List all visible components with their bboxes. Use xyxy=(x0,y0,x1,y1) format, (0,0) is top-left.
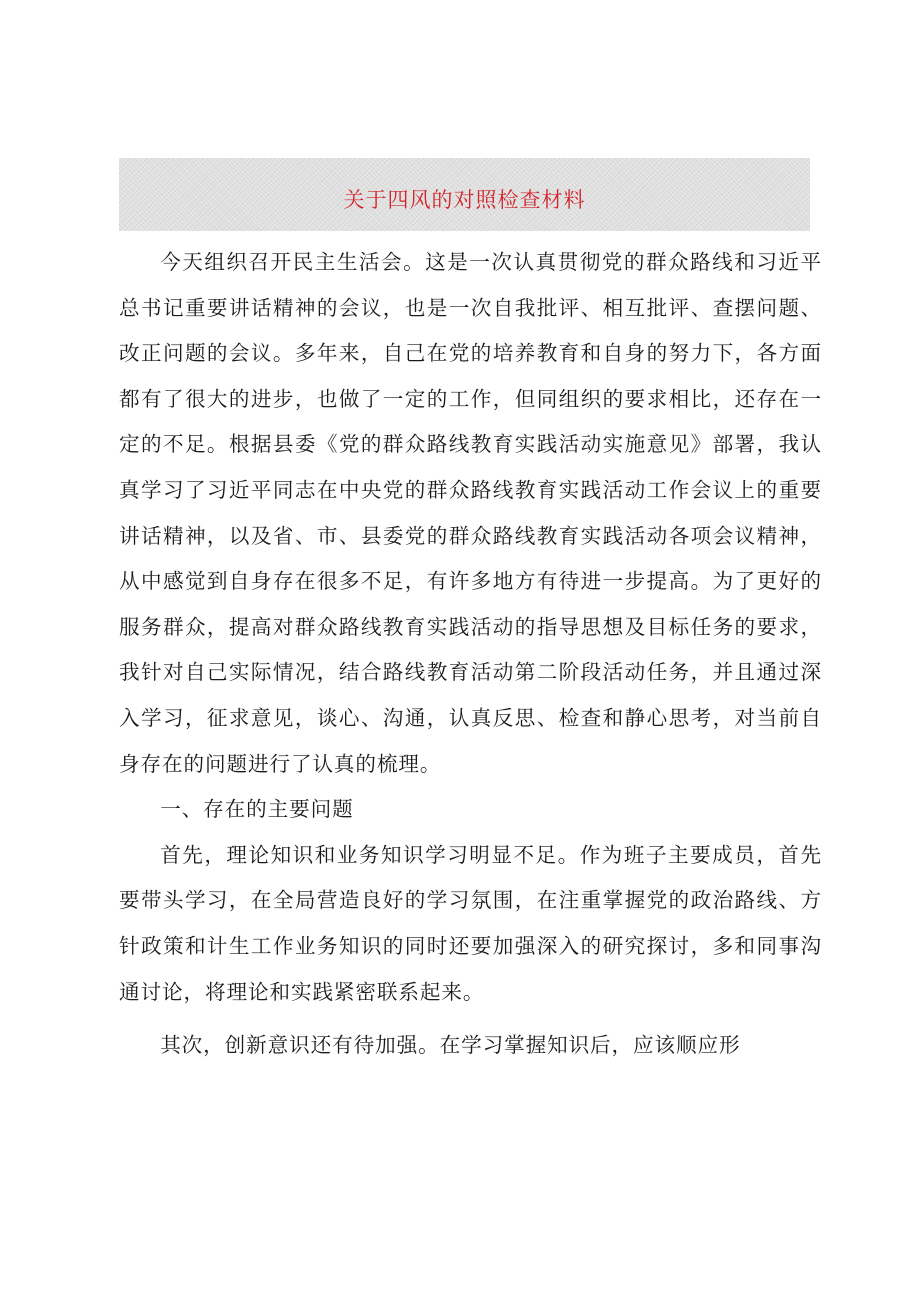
document-title: 关于四风的对照检查材料 xyxy=(343,187,586,212)
title-banner xyxy=(119,158,810,231)
paragraph-second-issue: 其次，创新意识还有待加强。在学习掌握知识后，应该顺应形 xyxy=(160,1033,741,1058)
paragraph-first-issue: 首先，理论知识和业务知识学习明显不足。作为班子主要成员，首先要带头学习，在全局营造良好的学习氛围，在注重掌握党的政治路线、方针政策和计生工作业务知识的同时还要加强深入的研究探讨，多和同事沟通讨论，将理论和实践紧密联系起来。 xyxy=(119,842,822,1004)
document-body xyxy=(119,240,822,1069)
section-heading: 一、存在的主要问题 xyxy=(160,797,354,822)
paragraph-intro: 今天组织召开民主生活会。这是一次认真贯彻党的群众路线和习近平总书记重要讲话精神的会议，也是一次自我批评、相互批评、查摆问题、改正问题的会议。多年来，自己在党的培养教育和自身的努力下，各方面都有了很大的进步，也做了一定的工作，但同组织的要求相比，还存在一定的不足。根据县委《党的群众路线教育实践活动实施意见》部署，我认真学习了习近平同志在中央党的群众路线教育实践活动工作会议上的重要讲话精神，以及省、市、县委党的群众路线教育实践活动各项会议精神，从中感觉到自身存在很多不足，有许多地方有待进一步提高。为了更好的服务群众，提高对群众路线教育实践活动的指导思想及目标任务的要求，我针对自己实际情况，结合路线教育活动第二阶段活动任务，并且通过深入学习，征求意见，谈心、沟通，认真反思、检查和静心思考，对当前自身存在的问题进行了认真的梳理。 xyxy=(119,250,822,776)
